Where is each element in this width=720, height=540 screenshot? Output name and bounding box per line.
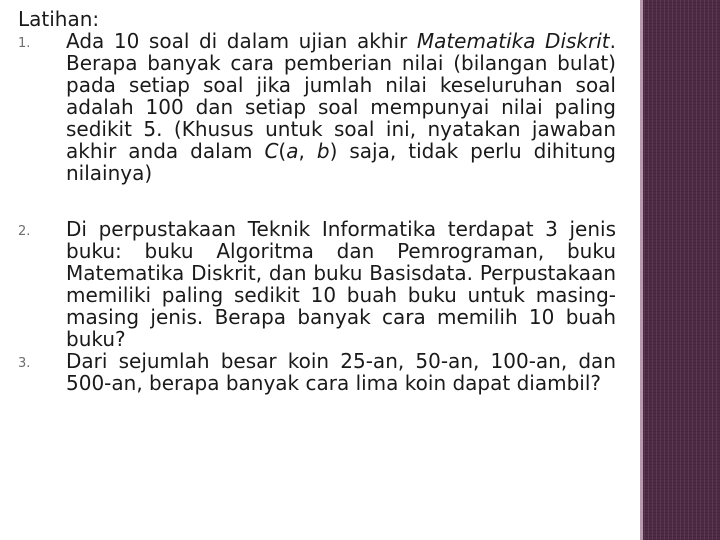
- math-comma: ,: [298, 139, 317, 163]
- exercise-item-1: [18, 30, 616, 184]
- math-paren: (: [278, 139, 287, 163]
- heading: Latihan:: [18, 7, 100, 31]
- item-number: 1.: [18, 36, 31, 51]
- exercise-item-2: [18, 218, 616, 350]
- item-number: 2.: [18, 224, 31, 239]
- item-number: 3.: [18, 356, 31, 371]
- math-symbol-b: b: [316, 139, 330, 163]
- item-text: Ada 10 soal di dalam ujian akhir: [66, 29, 417, 53]
- item-text: saja, tidak perlu dihitung nilainya): [66, 139, 616, 185]
- sidebar-edge: [640, 0, 643, 540]
- item-text: . Berapa banyak cara pemberian nilai (bilangan bulat) pada setiap soal jika jumlah nilai keseluruhan soal adalah 100 dan setiap soal mempunyai nilai paling sedikit 5. (Khusus untuk soal ini, nyatakan jawaban akhir anda dalam: [66, 29, 616, 163]
- item-text: Di perpustakaan Teknik Informatika terdapat 3 jenis buku: buku Algoritma dan Pemrograman, buku Matematika Diskrit, dan buku Basisdata. Perpustakaan memiliki paling sedikit 10 buah buku untuk masing-masing jenis. Berapa banyak cara memilih 10 buah buku?: [66, 217, 616, 351]
- item-text: Dari sejumlah besar koin 25-an, 50-an, 100-an, dan 500-an, berapa banyak cara lima koin dapat diambil?: [66, 349, 616, 395]
- exercise-content: [18, 8, 616, 394]
- exercise-item-3: [18, 350, 616, 394]
- math-symbol-c: C: [264, 139, 279, 163]
- math-symbol-a: a: [286, 139, 299, 163]
- course-name: Matematika Diskrit: [416, 29, 610, 53]
- decorative-sidebar: [640, 0, 720, 540]
- math-paren: ): [329, 139, 338, 163]
